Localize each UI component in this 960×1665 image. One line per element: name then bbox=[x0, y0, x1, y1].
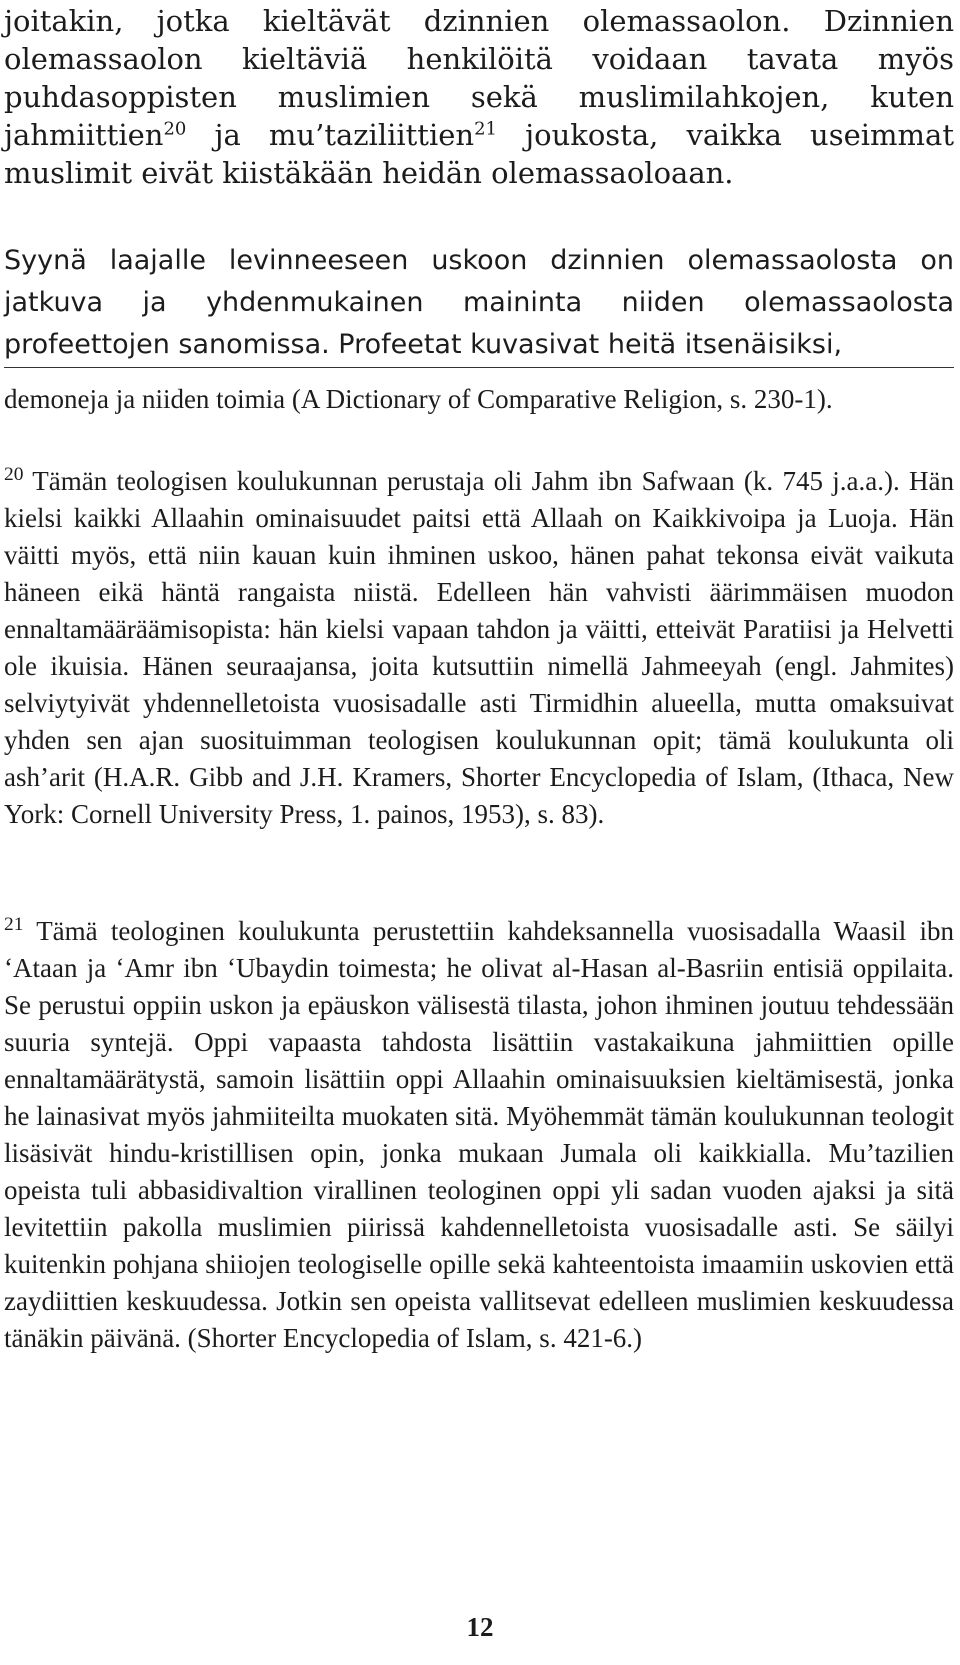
footnote-20-text: Tämän teologisen koulukunnan perustaja oli Jahm ibn Safwaan (k. 745 j.a.a.). Hän kielsi kaikki Allaahin ominaisuudet paitsi että Allaah on Kaikkivoipa ja Luoja. Hän väitti myös, että niin kauan kuin ihminen uskoo, hänen pahat tekonsa eivät vaikuta häneen eikä häntä rangaista niistä. Edelleen hän vahvisti äärimmäisen muodon ennaltamääräämisopista: hän kielsi vapaan tahdon ja väitti, etteivät Paratiisi ja Helvetti ole ikuisia. Hänen seuraajansa, joita kutsuttiin nimellä Jahmeeyah (engl. Jahmites) selviytyivät yhdennelletoista vuosisadalle asti Tirmidhin alueella, mutta omaksuivat yhden sen ajan suosituimman teologisen koulukunnan opit; tämä koulukunta oli ash’arit (H.A.R. Gibb and J.H. Kramers, Shorter Encyclopedia of Islam, (Ithaca, New York: Cornell University Press, 1. painos, 1953), s. 83). bbox=[4, 466, 954, 829]
body-paragraph-2: Syynä laajalle levinneeseen uskoon dzinnien olemassaolosta on jatkuva ja yhdenmukainen maininta niiden olemassaolosta profeettojen sanomissa. Profeetat kuvasivat heitä itsenäisiksi, bbox=[4, 245, 954, 360]
footnote-ref-21[interactable]: 21 bbox=[474, 118, 497, 140]
paragraph-1-text-b: ja mu’taziliittien bbox=[186, 118, 475, 152]
footnote-20-marker: 20 bbox=[4, 464, 24, 485]
footnote-21-marker: 21 bbox=[4, 914, 24, 935]
footnote-21 bbox=[4, 913, 954, 1357]
paragraph-1-text-c: joukosta, vaikka useimmat muslimit eivät kiistäkään heidän olemassaoloaan. bbox=[4, 118, 954, 190]
footnote-20 bbox=[4, 463, 954, 833]
body-paragraph-1 bbox=[4, 2, 954, 192]
footnote-21-text: Tämä teologinen koulukunta perustettiin kahdeksannella vuosisadalla Waasil ibn ‘Ataan ja ‘Amr ibn ‘Ubaydin toimesta; he olivat al-Hasan al-Basriin entisiä oppilaita. Se perustui oppiin uskon ja epäuskon välisestä tilasta, johon ihminen joutuu tehdessään suuria syntejä. Oppi vapaasta tahdosta lisättiin vastakaikuna jahmiittien opille ennaltamäärätystä, samoin lisättiin oppi Allaahin ominaisuuksien kieltämisestä, jonka he lainasivat myös jahmiiteilta muokaten sitä. Myöhemmät tämän koulukunnan teologit lisäsivät hindu-kristillisen opin, jonka mukaan Jumala oli kaikkialla. Mu’tazilien opeista tuli abbasidivaltion virallinen teologinen oppi yli sadan vuoden ajaksi ja sitä levitettiin pakolla muslimien piirissä kahdennelletoista vuosisadalle asti. Se säilyi kuitenkin pohjana shiiojen teologiselle opille sekä kahteentoista imaamiin uskovien että zaydiittien keskuudessa. Jotkin sen opeista vallitsevat edelleen muslimien keskuudessa tänäkin päivänä. (Shorter Encyclopedia of Islam, s. 421-6.) bbox=[4, 916, 954, 1353]
footnote-separator bbox=[4, 367, 954, 368]
footnote-ref-20[interactable]: 20 bbox=[163, 118, 187, 140]
paragraph-1-text-a: joitakin, jotka kieltävät dzinnien olemassaolon. Dzinnien olemassaolon kieltäviä henkilöitä voidaan tavata myös puhdasoppisten muslimien sekä muslimilahkojen, kuten jahmiittien bbox=[4, 4, 954, 152]
footnote-continuation: demoneja ja niiden toimia (A Dictionary of Comparative Religion, s. 230-1). bbox=[4, 384, 833, 414]
page-number: 12 bbox=[466, 1612, 494, 1642]
